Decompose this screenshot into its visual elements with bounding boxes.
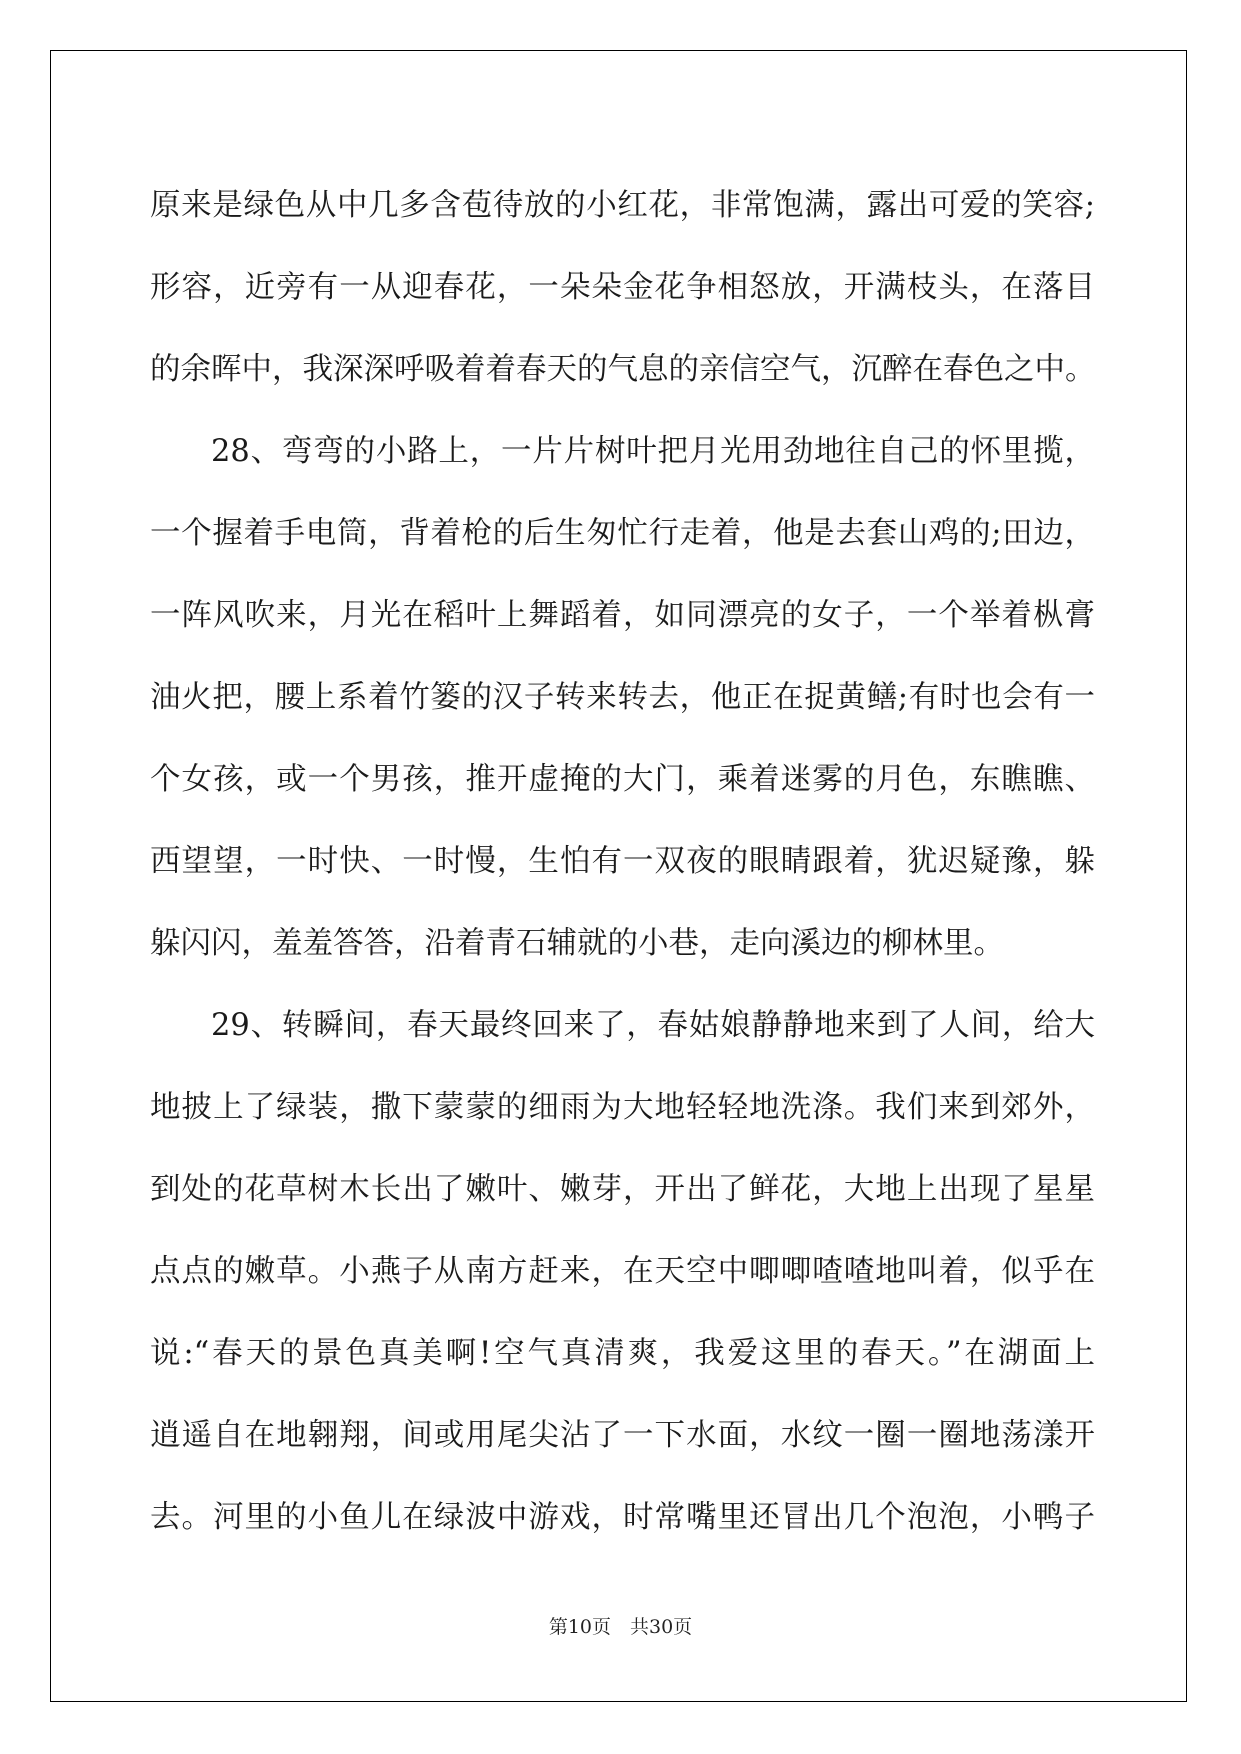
text-line: 油火把，腰上系着竹篓的汉子转来转去，他正在捉黄鳝;有时也会有一	[150, 680, 1095, 715]
paragraph-start-29: 29、转瞬间，春天最终回来了，春姑娘静静地来到了人间，给大	[211, 1008, 1095, 1043]
text-line: 到处的花草树木长出了嫩叶、嫩芽，开出了鲜花，大地上出现了星星	[150, 1172, 1095, 1207]
text-line: 形容，近旁有一从迎春花，一朵朵金花争相怒放，开满枝头，在落目	[150, 270, 1095, 305]
document-body	[150, 165, 1095, 1559]
text-line: 点点的嫩草。小燕子从南方赶来，在天空中唧唧喳喳地叫着，似乎在	[150, 1254, 1095, 1289]
text-line: 逍遥自在地翱翔，间或用尾尖沾了一下水面，水纹一圈一圈地荡漾开	[150, 1418, 1095, 1453]
paragraph-start-28: 28、弯弯的小路上，一片片树叶把月光用劲地往自己的怀里揽，	[211, 434, 1095, 469]
text-line: 说:“春天的景色真美啊!空气真清爽，我爱这里的春天。”在湖面上	[150, 1336, 1095, 1371]
text-line: 个女孩，或一个男孩，推开虚掩的大门，乘着迷雾的月色，东瞧瞧、	[150, 762, 1095, 797]
text-line: 去。河里的小鱼儿在绿波中游戏，时常嘴里还冒出几个泡泡，小鸭子	[150, 1500, 1095, 1535]
text-line: 一阵风吹来，月光在稻叶上舞蹈着，如同漂亮的女子，一个举着枞膏	[150, 598, 1095, 633]
page-number-footer: 第10页 共30页	[548, 1616, 693, 1638]
text-line: 一个握着手电筒，背着枪的后生匆忙行走着，他是去套山鸡的;田边，	[150, 516, 1095, 551]
text-line: 原来是绿色从中几多含苞待放的小红花，非常饱满，露出可爱的笑容;	[150, 188, 1095, 223]
text-line: 的余晖中，我深深呼吸着着春天的气息的亲信空气，沉醉在春色之中。	[150, 352, 1096, 387]
text-line: 躲闪闪，羞羞答答，沿着青石辅就的小巷，走向溪边的柳林里。	[150, 926, 1004, 961]
text-line: 西望望，一时快、一时慢，生怕有一双夜的眼睛跟着，犹迟疑豫，躲	[150, 844, 1095, 879]
text-line: 地披上了绿装，撒下蒙蒙的细雨为大地轻轻地洗涤。我们来到郊外，	[150, 1090, 1095, 1125]
